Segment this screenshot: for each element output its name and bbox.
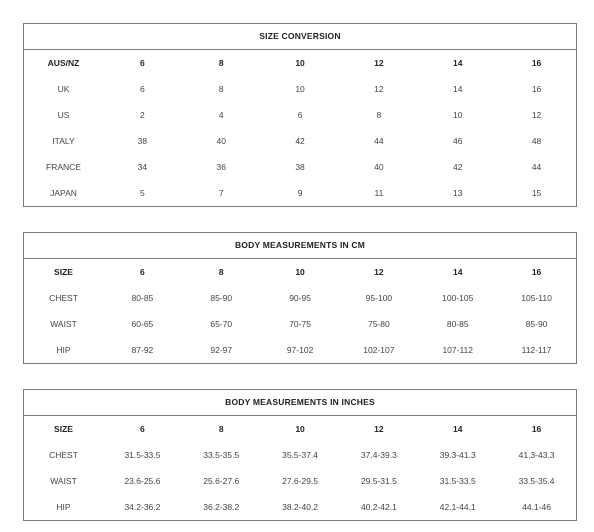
value-cell: 25.6-27.6 [203, 476, 240, 486]
value-cell: 44 [531, 162, 542, 172]
value-cell: 33.5-35.5 [203, 450, 240, 460]
value-cell: 13 [452, 188, 463, 198]
value-cell: 105-110 [521, 293, 552, 303]
value-cell: 70-75 [289, 319, 311, 329]
value-cell: 27.6-29.5 [282, 476, 319, 486]
value-cell: 36.2-38.2 [203, 502, 240, 512]
row-label-cell: US [57, 110, 70, 120]
value-cell: 80-85 [446, 319, 469, 329]
value-cell: 29.5-31.5 [360, 476, 397, 486]
value-cell: 65-70 [210, 319, 233, 329]
size-conversion-table [23, 23, 577, 207]
value-cell: 38 [295, 162, 305, 172]
header-size-cell: 6 [140, 267, 145, 277]
header-size-cell: 12 [374, 267, 384, 277]
body-measurements-cm-title: BODY MEASUREMENTS IN CM [24, 233, 576, 259]
row-label-cell: CHEST [49, 450, 78, 460]
value-cell: 107-112 [442, 345, 474, 355]
value-cell: 85-90 [525, 319, 548, 329]
header-size-cell: 16 [531, 267, 542, 277]
value-cell: 8 [218, 84, 224, 94]
header-size-cell: 8 [218, 267, 224, 277]
table-header-row [24, 416, 576, 442]
value-cell: 31.5-33.5 [124, 450, 161, 460]
header-size-cell: 8 [218, 424, 224, 434]
row-label-cell: FRANCE [46, 162, 81, 172]
body-measurements-cm-grid [24, 259, 576, 363]
header-size-cell: 6 [140, 424, 145, 434]
value-cell: 75-80 [368, 319, 390, 329]
table-header-row [24, 259, 576, 285]
body-measurements-inches-table [23, 389, 577, 521]
header-size-cell: 6 [140, 58, 145, 68]
value-cell: 5 [140, 188, 145, 198]
row-label-cell: WAIST [50, 319, 77, 329]
table-row [24, 311, 576, 337]
header-size-cell: 10 [295, 267, 305, 277]
value-cell: 102-107 [363, 345, 395, 355]
header-label-cell: SIZE [54, 424, 73, 434]
value-cell: 11 [374, 188, 384, 198]
value-cell: 37.4-39.3 [360, 450, 397, 460]
value-cell: 9 [297, 188, 303, 198]
value-cell: 90-95 [289, 293, 311, 303]
header-size-cell: 10 [295, 58, 305, 68]
value-cell: 112-117 [521, 345, 552, 355]
value-cell: 44 [374, 136, 384, 146]
table-row [24, 494, 576, 520]
value-cell: 6 [140, 84, 145, 94]
value-cell: 23.6-25.6 [124, 476, 161, 486]
value-cell: 100-105 [442, 293, 474, 303]
value-cell: 85-90 [210, 293, 233, 303]
value-cell: 40 [216, 136, 226, 146]
table-header-row [24, 50, 576, 76]
body-measurements-cm-table [23, 232, 577, 364]
value-cell: 44.1-46 [522, 502, 551, 512]
value-cell: 80-85 [131, 293, 154, 303]
value-cell: 42 [295, 136, 305, 146]
table-row [24, 102, 576, 128]
header-size-cell: 14 [452, 267, 463, 277]
value-cell: 41.3-43.3 [518, 450, 555, 460]
value-cell: 39.3-41.3 [439, 450, 476, 460]
table-row [24, 442, 576, 468]
value-cell: 35.5-37.4 [282, 450, 319, 460]
header-label-cell: SIZE [54, 267, 73, 277]
value-cell: 12 [374, 84, 384, 94]
row-label-cell: HIP [56, 502, 71, 512]
row-label-cell: WAIST [50, 476, 77, 486]
table-row [24, 180, 576, 206]
value-cell: 15 [531, 188, 542, 198]
value-cell: 36 [216, 162, 226, 172]
value-cell: 42 [452, 162, 463, 172]
value-cell: 38.2-40.2 [282, 502, 319, 512]
row-label-cell: ITALY [52, 136, 75, 146]
value-cell: 10 [452, 110, 463, 120]
value-cell: 92-97 [210, 345, 233, 355]
header-size-cell: 16 [531, 424, 542, 434]
value-cell: 40 [374, 162, 384, 172]
value-cell: 7 [218, 188, 224, 198]
value-cell: 14 [452, 84, 463, 94]
value-cell: 16 [531, 84, 542, 94]
value-cell: 31.5-33.5 [439, 476, 476, 486]
value-cell: 38 [137, 136, 148, 146]
value-cell: 87-92 [131, 345, 154, 355]
value-cell: 40.2-42.1 [360, 502, 397, 512]
header-size-cell: 12 [374, 58, 384, 68]
value-cell: 34.2-36.2 [124, 502, 161, 512]
table-row [24, 285, 576, 311]
size-conversion-title: SIZE CONVERSION [24, 24, 576, 50]
value-cell: 10 [295, 84, 305, 94]
value-cell: 4 [218, 110, 224, 120]
table-row [24, 128, 576, 154]
value-cell: 60-65 [131, 319, 154, 329]
header-size-cell: 12 [374, 424, 384, 434]
table-row [24, 337, 576, 363]
value-cell: 8 [376, 110, 382, 120]
header-size-cell: 14 [452, 424, 463, 434]
body-measurements-inches-title: BODY MEASUREMENTS IN INCHES [24, 390, 576, 416]
row-label-cell: JAPAN [50, 188, 77, 198]
value-cell: 97-102 [286, 345, 314, 355]
value-cell: 34 [137, 162, 148, 172]
header-size-cell: 8 [218, 58, 224, 68]
header-size-cell: 16 [531, 58, 542, 68]
size-conversion-grid [24, 50, 576, 206]
table-row [24, 76, 576, 102]
row-label-cell: HIP [56, 345, 71, 355]
header-label-cell: AUS/NZ [47, 58, 80, 68]
value-cell: 46 [452, 136, 463, 146]
value-cell: 33.5-35.4 [518, 476, 555, 486]
value-cell: 48 [531, 136, 542, 146]
value-cell: 42.1-44.1 [439, 502, 476, 512]
value-cell: 12 [531, 110, 542, 120]
header-size-cell: 10 [295, 424, 305, 434]
table-row [24, 468, 576, 494]
row-label-cell: CHEST [49, 293, 78, 303]
value-cell: 6 [297, 110, 303, 120]
value-cell: 95-100 [365, 293, 393, 303]
value-cell: 2 [140, 110, 145, 120]
body-measurements-inches-grid [24, 416, 576, 520]
table-row [24, 154, 576, 180]
header-size-cell: 14 [452, 58, 463, 68]
row-label-cell: UK [57, 84, 70, 94]
